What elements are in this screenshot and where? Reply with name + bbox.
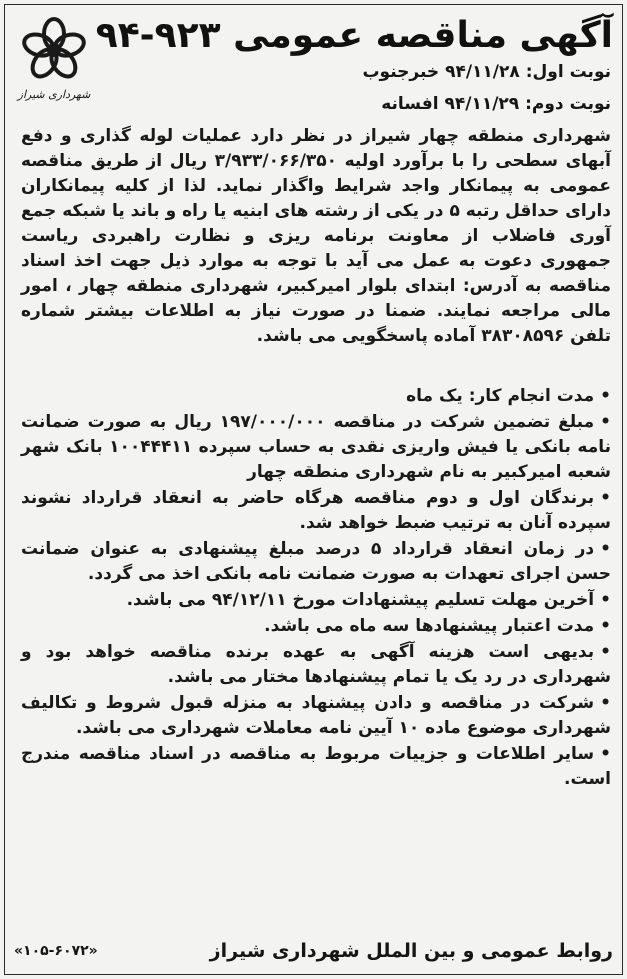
second-publication-value: ۹۴/۱۱/۲۹ افسانه — [381, 94, 520, 114]
first-publication-value: ۹۴/۱۱/۲۸ خبرجنوب — [362, 62, 520, 82]
bullet-icon: • — [600, 642, 611, 662]
condition-text: سایر اطلاعات و جزییات مربوط به مناقصه در اسناد مناقصه مندرج است. — [21, 744, 611, 789]
footer-ad-code: «۱۰۵-۶۰۷۲» — [14, 943, 98, 959]
bullet-icon: • — [600, 693, 611, 713]
first-publication — [362, 60, 611, 84]
condition-text: مدت اعتبار پیشنهادها سه ماه می باشد. — [264, 616, 595, 636]
condition-item — [21, 640, 611, 690]
notice-body-paragraph: شهرداری منطقه چهار شیراز در نظر دارد عملیات لوله گذاری و دفع آبهای سطحی را با برآورد اولیه ۳/۹۳۳/۰۶۶/۳۵۰ ریال از طریق مناقصه عمومی به پیمانکار واجد شرایط واگذار نماید. لذا از کلیه پیمانکاران دارای حداقل رتبه ۵ در یکی از رشته های ابنیه یا راه و باند یا شبکه جمع آوری فاضلاب از معاونت برنامه ریزی و نظارت راهبردی ریاست جمهوری دعوت به عمل می آید با توجه به موارد ذیل جهت اخذ اسناد مناقصه به آدرس: ابتدای بلوار امیرکبیر، شهرداری منطقه چهار ، امور مالی مراجعه نمایند. ضمنا در صورت نیاز به اطلاعات بیشتر شماره تلفن ۳۸۳۰۸۵۹۶ آماده پاسخگویی می باشد. — [21, 126, 611, 346]
condition-item — [21, 742, 611, 792]
condition-text: در زمان انعقاد قرارداد ۵ درصد مبلغ پیشنهادی به عنوان ضمانت حسن اجرای تعهدات به صورت ضمانت نامه بانکی اخذ می گردد. — [21, 539, 611, 584]
condition-text: آخرین مهلت تسلیم پیشنهادات مورخ ۹۴/۱۲/۱۱ می باشد. — [126, 590, 595, 610]
bullet-icon: • — [600, 386, 611, 406]
footer-publisher: روابط عمومی و بین الملل شهرداری شیراز — [209, 940, 613, 962]
bullet-icon: • — [600, 539, 611, 559]
logo-caption: شهرداری شیراز — [17, 88, 91, 101]
footer — [14, 936, 613, 966]
bullet-icon: • — [600, 488, 611, 508]
shiraz-municipality-logo — [12, 14, 96, 104]
bullet-icon: • — [600, 412, 611, 432]
condition-item — [21, 410, 611, 485]
condition-text: مدت انجام کار: یک ماه — [406, 386, 595, 406]
condition-item — [21, 691, 611, 741]
bullet-icon: • — [600, 590, 611, 610]
condition-item — [21, 537, 611, 587]
condition-text: شرکت در مناقصه و دادن پیشنهاد به منزله قبول شروط و تکالیف شهرداری موضوع ماده ۱۰ آیین نامه معاملات شهرداری می باشد. — [21, 693, 611, 738]
header — [0, 8, 627, 104]
condition-item — [21, 614, 611, 639]
first-publication-label: نوبت اول: — [525, 62, 611, 82]
second-publication-label: نوبت دوم: — [525, 94, 611, 114]
condition-text: مبلغ تضمین شرکت در مناقصه ۱۹۷/۰۰۰/۰۰۰ ریال به صورت ضمانت نامه بانکی یا فیش واریزی نقدی به حساب سپرده ۱۰۰۴۴۴۱۱ بانک شهر شعبه امیرکبیر به نام شهرداری منطقه چهار — [21, 412, 611, 482]
condition-item — [21, 384, 611, 409]
condition-text: برندگان اول و دوم مناقصه هرگاه حاضر به انعقاد قرارداد نشوند سپرده آنان به ترتیب ضبط خواهد شد. — [21, 488, 611, 533]
condition-item — [21, 486, 611, 536]
second-publication — [381, 92, 611, 116]
bullet-icon: • — [600, 616, 611, 636]
condition-item — [21, 588, 611, 613]
bullet-icon: • — [600, 744, 611, 764]
condition-text: بدیهی است هزینه آگهی به عهده برنده مناقصه خواهد بود و شهرداری در رد یک یا تمام پیشنهادها مختار می باشد. — [21, 642, 611, 687]
conditions-list — [21, 384, 611, 793]
notice-title: آگهی مناقصه عمومی ۹۲۳-۹۴ — [95, 15, 613, 56]
